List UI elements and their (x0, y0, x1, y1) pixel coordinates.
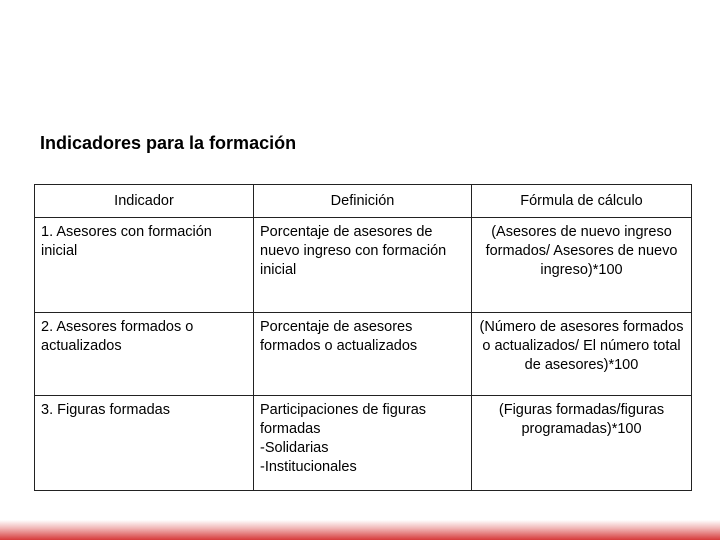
header-indicator: Indicador (35, 185, 254, 218)
cell-formula: (Asesores de nuevo ingreso formados/ Asesores de nuevo ingreso)*100 (472, 218, 692, 313)
definition-line: Participaciones de figuras formadas (260, 402, 427, 437)
cell-indicator: 3. Figuras formadas (35, 396, 254, 491)
cell-definition: Porcentaje de asesores formados o actualizados (254, 313, 472, 396)
table-row (35, 218, 692, 313)
footer-gradient-bar (0, 520, 720, 540)
definition-line: -Solidarias (260, 440, 329, 456)
cell-indicator: 1. Asesores con formación inicial (35, 218, 254, 313)
table-header-row (35, 185, 692, 218)
definition-line: -Institucionales (260, 459, 357, 475)
header-formula: Fórmula de cálculo (472, 185, 692, 218)
header-definition: Definición (254, 185, 472, 218)
table-row (35, 396, 692, 491)
cell-definition: Porcentaje de asesores de nuevo ingreso con formación inicial (254, 218, 472, 313)
page-title: Indicadores para la formación (40, 133, 297, 153)
indicators-table (34, 184, 692, 491)
cell-formula: (Figuras formadas/figuras programadas)*100 (472, 396, 692, 491)
cell-formula: (Número de asesores formados o actualizados/ El número total de asesores)*100 (472, 313, 692, 396)
table-row (35, 313, 692, 396)
cell-definition (254, 396, 472, 491)
cell-indicator: 2. Asesores formados o actualizados (35, 313, 254, 396)
